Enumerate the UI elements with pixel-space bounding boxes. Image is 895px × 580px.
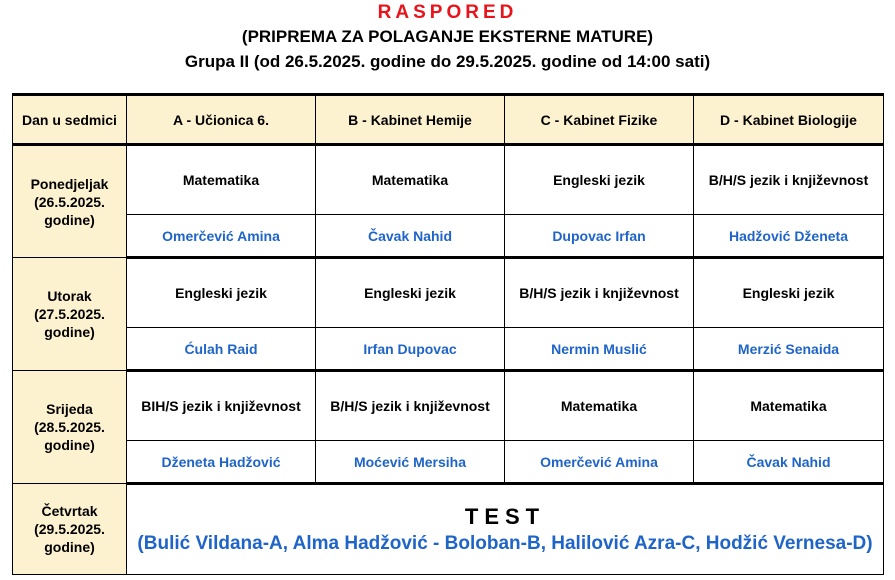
day-date-suffix: godine): [44, 211, 95, 228]
subject-cell: Engleski jezik: [127, 258, 316, 328]
header-row: [13, 95, 884, 145]
document-subtitle: (PRIPREMA ZA POLAGANJE EKSTERNE MATURE): [241, 27, 654, 46]
subject-row-monday: [13, 145, 884, 215]
teacher-cell: Merzić Senaida: [694, 328, 884, 371]
teacher-cell: Dženeta Hadžović: [127, 441, 316, 484]
subject-cell: BIH/S jezik i književnost: [127, 371, 316, 441]
teacher-cell: Hadžović Dženeta: [694, 215, 884, 258]
day-cell-tuesday: [13, 258, 127, 371]
day-date: (26.5.2025.: [34, 193, 105, 210]
teacher-row-tuesday: [13, 328, 884, 371]
day-name: Utorak: [47, 288, 92, 304]
subject-row-wednesday: [13, 371, 884, 441]
day-cell-monday: [13, 145, 127, 258]
group-info: Grupa II (od 26.5.2025. godine do 29.5.2025. godine od 14:00 sati): [184, 52, 711, 71]
subject-cell: B/H/S jezik i književnost: [505, 258, 694, 328]
day-cell-wednesday: [13, 371, 127, 484]
subject-cell: Matematika: [505, 371, 694, 441]
header-day: Dan u sedmici: [13, 95, 127, 145]
day-date: (28.5.2025.: [34, 419, 105, 435]
day-cell-thursday: [13, 484, 127, 575]
teacher-cell: Omerčević Amina: [127, 215, 316, 258]
header-room-b: B - Kabinet Hemije: [316, 95, 505, 145]
day-date-suffix: godine): [44, 437, 95, 453]
teacher-row-monday: [13, 215, 884, 258]
subject-cell: Matematika: [316, 145, 505, 215]
subject-cell: B/H/S jezik i književnost: [694, 145, 884, 215]
teacher-row-wednesday: [13, 441, 884, 484]
day-date-suffix: godine): [44, 539, 95, 555]
test-cell: [127, 484, 884, 575]
subject-row-tuesday: [13, 258, 884, 328]
schedule-table: [12, 93, 884, 575]
subject-cell: Engleski jezik: [694, 258, 884, 328]
header-room-c: C - Kabinet Fizike: [505, 95, 694, 145]
teacher-cell: Ćulah Raid: [127, 328, 316, 371]
header-room-a: A - Učionica 6.: [127, 95, 316, 145]
subject-cell: B/H/S jezik i književnost: [316, 371, 505, 441]
day-name: Ponedjeljak: [30, 175, 109, 192]
test-row-thursday: [13, 484, 884, 575]
subject-cell: Matematika: [127, 145, 316, 215]
day-name: Četvrtak: [41, 503, 98, 519]
subject-cell: Engleski jezik: [316, 258, 505, 328]
header-room-d: D - Kabinet Biologije: [694, 95, 884, 145]
document-title: RASPORED: [377, 2, 518, 23]
teacher-cell: Čavak Nahid: [316, 215, 505, 258]
teacher-cell: Moćević Mersiha: [316, 441, 505, 484]
document-header: [0, 0, 895, 75]
day-name: Srijeda: [46, 401, 93, 417]
test-assignments: (Bulić Vildana-A, Alma Hadžović - Boloban-B, Halilović Azra-C, Hodžić Vernesa-D): [137, 533, 873, 554]
day-date: (27.5.2025.: [34, 306, 105, 322]
teacher-cell: Dupovac Irfan: [505, 215, 694, 258]
subject-cell: Engleski jezik: [505, 145, 694, 215]
day-date-suffix: godine): [44, 324, 95, 340]
day-date: (29.5.2025.: [34, 521, 105, 537]
teacher-cell: Irfan Dupovac: [316, 328, 505, 371]
teacher-cell: Omerčević Amina: [505, 441, 694, 484]
teacher-cell: Nermin Muslić: [505, 328, 694, 371]
subject-cell: Matematika: [694, 371, 884, 441]
teacher-cell: Čavak Nahid: [694, 441, 884, 484]
test-title: TEST: [464, 504, 546, 529]
